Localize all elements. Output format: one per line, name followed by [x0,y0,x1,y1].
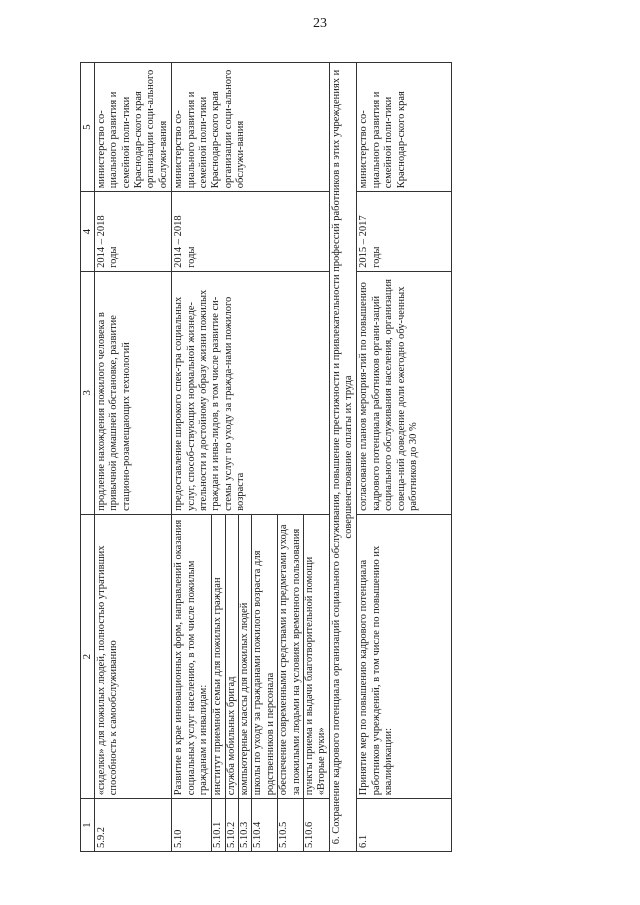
table-header-row [81,63,95,852]
period-cell: 2014 – 2018 годы [94,192,171,272]
table-row [172,63,212,852]
section-heading-row [329,63,357,852]
executor-cell: министерство со-циального развития и семейной поли-тики Краснодар-ского края организации соци-ального обслужи-вания [172,63,330,192]
period-cell: 2015 – 2017 годы [357,192,452,272]
header-col-1: 1 [81,799,95,852]
result-cell: предоставление широкого спек-тра социальных услуг, способ-ствующих нормальной жизнеде-ятельности и достойному образу жизни пожилых граждан и инва-лидов, в том числе развитие си-стемы услуг по уходу за гражда-нами пожилого возраста [172,271,330,514]
row-number: 5.10.1 [212,799,225,852]
result-cell: согласование планов мероприя-тий по повышению кадрового потенциала работников органи-заций социального обслуживания населения, организация совеща-ний доведение доли ежегодно обу-ченных работников до 30 % [357,271,452,514]
page-number: 23 [313,16,327,31]
sub-measure-cell: пункты приема и выдачи благотворительной помощи «Вторые руки» [303,514,329,798]
executor-cell: министерство со-циального развития и семейной поли-тики Краснодар-ского края [357,63,452,192]
result-cell: продление нахождения пожилого человека в привычной домашней обстановке, развитие стационо-розамещающих технологий [94,271,171,514]
row-number: 5.10.5 [278,799,304,852]
measure-cell: Развитие в крае инновационных форм, направлений оказания социальных услуг населению, в том числе пожилым гражданам и инвалидам: [172,514,212,798]
measure-cell: «сиделки» для пожилых людей, полностью утративших способность к самообслуживанию [94,514,171,798]
sub-measure-cell: служба мобильных бригад [225,514,238,798]
period-cell: 2014 – 2018 годы [172,192,330,272]
header-col-2: 2 [81,514,95,798]
measure-cell: Принятие мер по повышению кадрового потенциала работников учреждений, в том числе по повышению их квалификации: [357,514,452,798]
rotated-table-container [80,62,608,852]
row-number: 5.10 [172,799,212,852]
row-number: 5.10.2 [225,799,238,852]
sub-measure-cell: институт приемной семьи для пожилых граждан [212,514,225,798]
section-heading: 6. Сохранение кадрового потенциала организаций социального обслуживания, повышение престижности и привлекательности профессий работников в этих учреждениях и совершенствование оплаты их труда [329,63,357,852]
row-number: 5.10.3 [239,799,252,852]
table-row [357,63,452,852]
sub-measure-cell: школы по уходу за гражданами пожилого возраста для родственников и персонала [252,514,278,798]
row-number: 6.1 [357,799,452,852]
row-number: 5.9.2 [94,799,171,852]
sub-measure-cell: обеспечение современными средствами и предметами ухода за пожилыми людьми на условиях временного пользования [278,514,304,798]
table-row [94,63,171,852]
measures-table [80,62,452,852]
header-col-5: 5 [81,63,95,192]
header-col-4: 4 [81,192,95,272]
header-col-3: 3 [81,271,95,514]
sub-measure-cell: компьютерные классы для пожилых людей [239,514,252,798]
row-number: 5.10.4 [252,799,278,852]
row-number: 5.10.6 [303,799,329,852]
executor-cell: министерство со-циального развития и семейной поли-тики Краснодар-ского края организации соци-ального обслужи-вания [94,63,171,192]
